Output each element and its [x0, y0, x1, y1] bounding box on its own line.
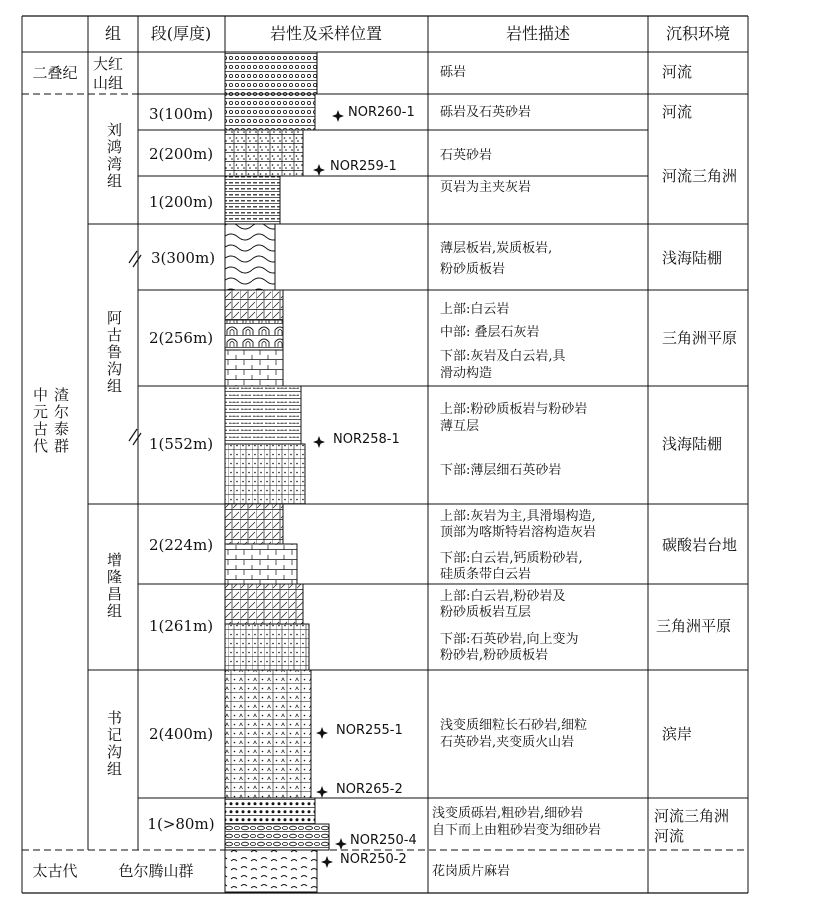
desc-ag2-line4: 滑动构造 — [440, 366, 493, 381]
section-lh2: 2(200m) — [148, 145, 214, 163]
litho-ag2-limestone — [225, 350, 283, 386]
era-permian: 二叠纪 — [32, 64, 78, 82]
env-zl1: 三角洲平原 — [656, 617, 732, 635]
sample-star-icon — [335, 838, 347, 850]
litho-zl1-upper — [225, 584, 303, 624]
litho-sj1-conglomerate — [225, 824, 329, 850]
sample-star-icon — [316, 727, 328, 739]
lithology-column — [225, 52, 329, 892]
header-environment: 沉积环境 — [665, 24, 731, 43]
desc-sj2-line1: 浅变质细粒长石砂岩,细粒 — [440, 718, 588, 733]
section-sj2: 2(400m) — [148, 725, 214, 743]
desc-ag3-line2: 粉砂质板岩 — [440, 262, 506, 277]
header-description: 岩性描述 — [505, 24, 571, 43]
litho-ag1-sandstone — [225, 444, 305, 504]
section-zl2: 2(224m) — [148, 536, 214, 554]
litho-lh3 — [225, 94, 315, 130]
desc-zl1-line3: 下部:石英砂岩,向上变为 — [440, 632, 579, 647]
env-ag3: 浅海陆棚 — [662, 249, 723, 267]
desc-ag1-line1: 上部:粉砂质板岩与粉砂岩 — [440, 402, 588, 417]
header-lithology: 岩性及采样位置 — [269, 24, 383, 43]
section-zl1: 1(261m) — [148, 617, 214, 635]
desc-dahongshan: 砾岩 — [440, 65, 467, 80]
group-liuhongwan: 刘鸿湾组 — [105, 122, 123, 190]
litho-ag3 — [225, 224, 275, 290]
header-section: 段(厚度) — [150, 24, 212, 43]
group-shujigou: 书记沟组 — [105, 710, 123, 778]
desc-ag2-line1: 上部:白云岩 — [440, 302, 510, 317]
era-archean: 太古代 — [32, 862, 78, 880]
sample-nor250-4: NOR250-4 — [350, 833, 417, 848]
sample-star-icon — [316, 786, 328, 798]
env-ag2: 三角洲平原 — [662, 329, 738, 347]
litho-ag2-stromatolite — [225, 320, 283, 350]
sample-nor259-1: NOR259-1 — [330, 159, 397, 174]
litho-ag2-dolomite — [225, 290, 283, 320]
desc-zl1-line4: 粉砂岩,粉砂质板岩 — [440, 648, 549, 663]
desc-ag2-line3: 下部:灰岩及白云岩,具 — [440, 349, 566, 364]
sample-star-icon — [321, 856, 333, 868]
sample-nor265-2: NOR265-2 — [336, 782, 403, 797]
litho-lh2 — [225, 130, 303, 176]
desc-lh1: 页岩为主夹灰岩 — [440, 180, 532, 195]
env-lh3: 河流 — [662, 103, 693, 121]
section-lh1: 1(200m) — [148, 193, 214, 211]
sample-star-icon — [332, 110, 344, 122]
group-agulugou: 阿古鲁沟组 — [105, 310, 123, 395]
section-ag3: 3(300m) — [150, 249, 216, 267]
era-zhaertai-group: 渣尔泰群 — [52, 387, 70, 455]
env-ag1: 浅海陆棚 — [662, 435, 723, 453]
section-ag2: 2(256m) — [148, 329, 214, 347]
litho-sj1-sandstone — [225, 798, 315, 824]
desc-sj1-line2: 自下而上由粗砂岩变为细砂岩 — [432, 823, 602, 838]
desc-ag1-line3: 下部:薄层细石英砂岩 — [440, 463, 562, 478]
group-sertengshan: 色尔腾山群 — [118, 862, 194, 880]
env-sj1-line1: 河流三角洲 — [654, 807, 730, 825]
sample-nor258-1: NOR258-1 — [333, 432, 400, 447]
group-dahongshan: 大红山组 — [93, 55, 124, 92]
sample-nor250-2: NOR250-2 — [340, 852, 407, 867]
sample-star-icon — [313, 164, 325, 176]
desc-sj2-line2: 石英砂岩,夹变质火山岩 — [440, 735, 575, 750]
desc-zl2-line4: 硅质条带白云岩 — [440, 567, 532, 582]
group-zenglongchang: 增隆昌组 — [105, 552, 123, 620]
env-sj1-line2: 河流 — [654, 827, 685, 845]
sample-star-icon — [313, 436, 325, 448]
section-ag1: 1(552m) — [148, 435, 214, 453]
litho-dahongshan — [225, 52, 317, 94]
sample-nor255-1: NOR255-1 — [336, 723, 403, 738]
section-lh3: 3(100m) — [148, 105, 214, 123]
desc-zl2-line2: 顶部为喀斯特岩溶构造灰岩 — [440, 525, 597, 540]
env-lh12: 河流三角洲 — [662, 167, 738, 185]
litho-sj2 — [225, 670, 311, 798]
litho-zl1-lower — [225, 624, 309, 670]
era-mesoproterozoic: 中元古代 — [31, 387, 49, 455]
env-zl2: 碳酸岩台地 — [662, 536, 738, 554]
litho-zl2-limestone — [225, 504, 283, 544]
litho-zl2-dolomite — [225, 544, 297, 584]
desc-archean: 花岗质片麻岩 — [432, 864, 511, 879]
desc-zl1-line1: 上部:白云岩,粉砂岩及 — [440, 589, 566, 604]
desc-lh2: 石英砂岩 — [440, 148, 493, 163]
desc-zl2-line3: 下部:白云岩,钙质粉砂岩, — [440, 551, 583, 566]
section-sj1: 1(>80m) — [147, 815, 215, 833]
desc-sj1-line1: 浅变质砾岩,粗砂岩,细砂岩 — [432, 806, 584, 821]
env-sj2: 滨岸 — [662, 725, 693, 743]
header-group: 组 — [104, 24, 122, 43]
env-dahongshan: 河流 — [662, 63, 693, 81]
desc-ag1-line2: 薄互层 — [440, 419, 480, 434]
desc-ag3-line1: 薄层板岩,炭质板岩, — [440, 241, 553, 256]
desc-zl1-line2: 粉砂质板岩互层 — [440, 605, 532, 620]
desc-ag2-line2: 中部: 叠层石灰岩 — [440, 325, 540, 340]
desc-lh3: 砾岩及石英砂岩 — [440, 105, 532, 120]
sample-nor260-1: NOR260-1 — [348, 105, 415, 120]
desc-zl2-line1: 上部:灰岩为主,具滑塌构造, — [440, 509, 596, 524]
litho-archean-gneiss — [225, 850, 317, 892]
gap-marks — [129, 251, 141, 445]
litho-ag1-siltstone — [225, 386, 301, 444]
litho-lh1 — [225, 176, 280, 224]
